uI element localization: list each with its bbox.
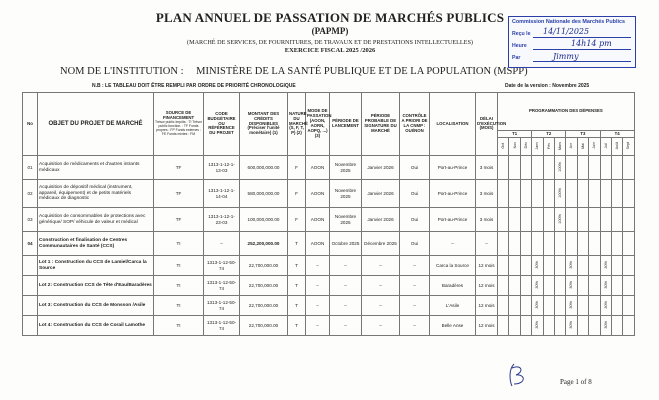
spend-cell: [589, 232, 600, 256]
spend-cell: [600, 208, 611, 232]
spend-value: 30%: [569, 301, 574, 309]
row-source: TF: [154, 180, 204, 208]
col-objet: OBJET DU PROJET DE MARCHÉ: [38, 93, 154, 156]
lot-delai: 12 mois: [476, 256, 498, 276]
spend-cell: [577, 232, 588, 256]
lot-dash: –: [400, 316, 430, 336]
spend-cell: [577, 316, 588, 336]
lot-source: TI: [154, 316, 204, 336]
quarter-t2: T2: [532, 131, 566, 138]
fiscal-year: EXERCICE FISCAL 2025 /2026: [284, 47, 376, 54]
row-nature: T: [288, 232, 306, 256]
spend-cell: [566, 208, 577, 232]
month-header: Juin: [589, 138, 600, 156]
row-lancement: Novembre 2025: [330, 180, 362, 208]
row-signature: Janvier 2026: [362, 180, 400, 208]
row-objet: Acquisition de consommables de protections avec générique/ SOP/ véhicule de valeur et médical: [38, 208, 154, 232]
row-nature: F: [288, 156, 306, 180]
row-objet: Acquisition de dépositif médical (instrument, appareil, équipement) et de petits matériels médicaux de diagnostic: [38, 180, 154, 208]
row-nature: F: [288, 180, 306, 208]
quarter-t4: T4: [600, 131, 634, 138]
col-localisation: LOCALISATION: [430, 93, 476, 156]
month-header: Août: [611, 138, 622, 156]
lot-title: Lot 2: Construction CCS de Tête d'Eau/Baradères: [39, 282, 152, 288]
month-header: Nov: [509, 138, 520, 156]
row-no: 04: [23, 232, 38, 256]
row-delai: 3 mois: [476, 156, 498, 180]
lot-dash: –: [400, 276, 430, 296]
spend-cell: [509, 316, 520, 336]
spend-cell: [589, 296, 600, 316]
row-nature: F: [288, 208, 306, 232]
spend-cell: [543, 156, 554, 180]
spend-cell: [520, 256, 531, 276]
spend-cell: [498, 316, 509, 336]
spend-cell: [623, 156, 634, 180]
spend-cell: [554, 296, 565, 316]
stamp-par-label: Par: [512, 55, 521, 61]
spend-value: 30%: [603, 281, 608, 289]
spend-cell: [554, 256, 565, 276]
spend-cell: [611, 232, 622, 256]
lot-no: [23, 316, 38, 336]
spend-cell: [554, 156, 565, 180]
spend-cell: [498, 156, 509, 180]
row-localisation: Port-au-Prince: [430, 156, 476, 180]
spend-cell: [611, 180, 622, 208]
spend-cell: [623, 256, 634, 276]
stamp-heure-value: 14h14 pm: [571, 39, 612, 48]
spend-cell: [520, 156, 531, 180]
row-source: TI: [154, 232, 204, 256]
spend-cell: [611, 256, 622, 276]
spend-cell: [509, 232, 520, 256]
spend-cell: [532, 296, 543, 316]
lot-dash: –: [306, 316, 330, 336]
institution-name: MINISTÈRE DE LA SANTÉ PUBLIQUE ET DE LA POPULATION (MSPP): [196, 66, 528, 77]
month-header: Avr: [566, 138, 577, 156]
lot-row: [23, 316, 635, 336]
col-montant: MONTANT DES CRÉDITS DISPONIBLES (Préciser l'unité monétaire) (1): [240, 93, 288, 156]
lot-nature: T: [288, 296, 306, 316]
row-code: –: [204, 232, 240, 256]
stamp-recu-label: Reçu le: [512, 31, 531, 37]
col-source-title: SOURCE DE FINANCEMENT: [162, 110, 195, 121]
spend-cell: [600, 296, 611, 316]
institution-line: [60, 66, 538, 77]
row-montant: 580,000,000.00: [240, 180, 288, 208]
row-source: TF: [154, 208, 204, 232]
col-mode: MODE DE PASSATION (AOON, AORN, AOPQ, ...) (3): [306, 93, 330, 156]
col-source: [154, 93, 204, 156]
row-signature: Janvier 2026: [362, 208, 400, 232]
month-header: Fév: [543, 138, 554, 156]
spend-cell: [554, 276, 565, 296]
spend-cell: [566, 156, 577, 180]
row-montant: 252,200,000.00: [240, 232, 288, 256]
row-objet: Acquisition de médicaments et d'autres intrants médicaux: [38, 156, 154, 180]
row-lancement: Novembre 2025: [330, 156, 362, 180]
col-signature: PÉRIODE PROBABLE DE SIGNATURE DU MARCHÉ: [362, 93, 400, 156]
spend-cell: [623, 208, 634, 232]
spend-cell: [611, 296, 622, 316]
spend-cell: [520, 296, 531, 316]
lot-dash: –: [362, 276, 400, 296]
spend-cell: [611, 316, 622, 336]
spend-cell: [498, 276, 509, 296]
lot-dash: –: [330, 256, 362, 276]
spend-cell: [532, 156, 543, 180]
spend-cell: [589, 180, 600, 208]
spend-value: 30%: [603, 261, 608, 269]
spend-cell: [566, 316, 577, 336]
spend-cell: [623, 232, 634, 256]
row-no: 01: [23, 156, 38, 180]
spend-cell: [543, 232, 554, 256]
lot-label: [38, 316, 154, 336]
table-row: [23, 180, 635, 208]
row-delai: 3 mois: [476, 180, 498, 208]
spend-cell: [520, 276, 531, 296]
spend-cell: [543, 256, 554, 276]
spend-cell: [554, 316, 565, 336]
row-lancement: Novembre 2025: [330, 208, 362, 232]
lot-dash: –: [330, 296, 362, 316]
spend-cell: [589, 156, 600, 180]
spend-cell: [600, 232, 611, 256]
row-mode: AOON: [306, 232, 330, 256]
lot-localisation: Carca la Source: [430, 256, 476, 276]
month-header: Juil: [600, 138, 611, 156]
spend-cell: [532, 256, 543, 276]
spend-value: 100%: [557, 188, 562, 198]
row-localisation: Port-au-Prince: [430, 180, 476, 208]
spend-cell: [554, 180, 565, 208]
spend-value: 30%: [603, 301, 608, 309]
spend-cell: [554, 208, 565, 232]
row-mode: AOON: [306, 180, 330, 208]
lot-title: Lot 3: Construction du CCS de Monsson /Asile: [39, 302, 146, 308]
lot-code: 1313-1-12-50-74: [204, 316, 240, 336]
row-delai: 3 mois: [476, 208, 498, 232]
stamp-title: Commission Nationale des Marchés Publics: [512, 19, 625, 25]
spend-cell: [498, 296, 509, 316]
table-row: [23, 232, 635, 256]
lot-dash: –: [306, 276, 330, 296]
lot-localisation: Belle Anse: [430, 316, 476, 336]
month-header: Janv: [532, 138, 543, 156]
col-delai: DÉLAI D'EXÉCUTION (MOIS): [476, 93, 498, 156]
lot-dash: –: [330, 316, 362, 336]
spend-cell: [543, 180, 554, 208]
quarter-t1: T1: [498, 131, 532, 138]
lot-label: [38, 276, 154, 296]
month-header: Déc: [520, 138, 531, 156]
lot-localisation: Baradères: [430, 276, 476, 296]
lot-no: [23, 256, 38, 276]
spend-value: 30%: [535, 321, 540, 329]
spend-value: 30%: [569, 281, 574, 289]
spend-cell: [532, 180, 543, 208]
document-subtitle: (PAPMP): [311, 26, 349, 36]
lot-nature: T: [288, 316, 306, 336]
lot-delai: 12 mois: [476, 276, 498, 296]
row-source: TF: [154, 156, 204, 180]
spend-cell: [520, 180, 531, 208]
lot-source: TI: [154, 276, 204, 296]
spend-cell: [589, 256, 600, 276]
spend-cell: [611, 208, 622, 232]
document-title: PLAN ANNUEL DE PASSATION DE MARCHÉS PUBLICS: [155, 10, 505, 25]
row-signature: Janvier 2026: [362, 156, 400, 180]
lot-code: 1313-1-12-50-74: [204, 296, 240, 316]
spend-value: 100%: [557, 214, 562, 224]
row-delai: –: [476, 232, 498, 256]
lot-dash: –: [306, 256, 330, 276]
row-signature: Décembre 2025: [362, 232, 400, 256]
spend-cell: [520, 208, 531, 232]
spend-cell: [532, 208, 543, 232]
spend-cell: [611, 156, 622, 180]
spend-cell: [623, 180, 634, 208]
table-row: [23, 208, 635, 232]
spend-cell: [543, 208, 554, 232]
spend-value: 30%: [535, 301, 540, 309]
spend-cell: [577, 296, 588, 316]
spend-cell: [623, 316, 634, 336]
spend-cell: [623, 296, 634, 316]
lot-dash: –: [362, 296, 400, 316]
version-date: Date de la version : Novembre 2025: [505, 83, 590, 89]
col-controle: CONTRÔLE A PRIORI DE LA CNMP : OUI/NON: [400, 93, 430, 156]
lot-no: [23, 276, 38, 296]
spend-cell: [498, 256, 509, 276]
lot-nature: T: [288, 256, 306, 276]
lot-row: [23, 296, 635, 316]
spend-value: 30%: [535, 281, 540, 289]
lot-source: TI: [154, 296, 204, 316]
spend-value: 30%: [603, 321, 608, 329]
spend-cell: [543, 276, 554, 296]
lot-row: [23, 256, 635, 276]
spend-cell: [498, 180, 509, 208]
spend-cell: [532, 316, 543, 336]
lot-no: [23, 296, 38, 316]
month-header: Mai: [577, 138, 588, 156]
spend-cell: [543, 296, 554, 316]
spend-cell: [509, 180, 520, 208]
spend-value: 100%: [557, 162, 562, 172]
lot-montant: 22,700,000.00: [240, 276, 288, 296]
spend-cell: [577, 156, 588, 180]
lot-source: TI: [154, 256, 204, 276]
row-localisation: –: [430, 232, 476, 256]
spend-cell: [566, 232, 577, 256]
stamp-par-value: Jimmy: [553, 52, 579, 61]
spend-cell: [623, 276, 634, 296]
spend-cell: [577, 208, 588, 232]
quarter-t3: T3: [566, 131, 600, 138]
stamp-heure-label: Heure: [512, 43, 527, 49]
spend-cell: [566, 276, 577, 296]
spend-cell: [532, 232, 543, 256]
row-code: 1313-1-12-1-23-03: [204, 208, 240, 232]
table-row: [23, 156, 635, 180]
month-header: Mars: [554, 138, 565, 156]
priority-note: N.B : LE TABLEAU DOIT ÊTRE REMPLI PAR ORDRE DE PRIORITÉ CHRONOLOGIQUE: [92, 83, 296, 89]
lot-montant: 22,700,000.00: [240, 296, 288, 316]
lot-delai: 12 mois: [476, 296, 498, 316]
spend-value: 30%: [569, 261, 574, 269]
spend-cell: [543, 316, 554, 336]
spend-cell: [509, 296, 520, 316]
row-no: 03: [23, 208, 38, 232]
month-header: Oct: [498, 138, 509, 156]
spend-cell: [566, 180, 577, 208]
lot-label: [38, 296, 154, 316]
col-programmation: PROGRAMMATION DES DÉPENSES: [498, 93, 635, 131]
spend-cell: [566, 296, 577, 316]
lot-code: 1313-1-12-50-74: [204, 276, 240, 296]
spend-cell: [509, 156, 520, 180]
procurement-table: [22, 92, 635, 336]
lot-dash: –: [306, 296, 330, 316]
row-controle: Oui: [400, 208, 430, 232]
spend-cell: [600, 180, 611, 208]
lot-dash: –: [362, 256, 400, 276]
lot-dash: –: [400, 296, 430, 316]
spend-cell: [520, 316, 531, 336]
signature-scribble: [500, 360, 540, 390]
col-lancement: PÉRIODE DE LANCEMENT: [330, 93, 362, 156]
lot-code: 1313-1-12-50-74: [204, 256, 240, 276]
spend-cell: [509, 256, 520, 276]
spend-cell: [600, 256, 611, 276]
spend-cell: [577, 180, 588, 208]
spend-cell: [566, 256, 577, 276]
row-no: 02: [23, 180, 38, 208]
col-code: CODE BUDGÉTAIRE OU RÉFÉRENCE DU PROJET: [204, 93, 240, 156]
col-source-legend: Trésor public Impôts : TI Trésor public fonction. : TF Fonds propres : FP Fonds externes : FE Fonds mixtes : FM: [155, 120, 202, 136]
spend-value: 30%: [535, 261, 540, 269]
lot-dash: –: [400, 256, 430, 276]
spend-cell: [589, 208, 600, 232]
col-nature: NATURE DU MARCHÉ (S, F, T, P) (2): [288, 93, 306, 156]
lot-label: [38, 256, 154, 276]
spend-cell: [600, 156, 611, 180]
spend-cell: [498, 232, 509, 256]
lot-dash: –: [330, 276, 362, 296]
row-mode: AOON: [306, 208, 330, 232]
lot-delai: 12 mois: [476, 316, 498, 336]
row-montant: 100,000,000.00: [240, 208, 288, 232]
spend-cell: [520, 232, 531, 256]
lot-dash: –: [362, 316, 400, 336]
lot-title: Lot 1 : Construction du CCS de Lamiel/Carca la Source: [39, 259, 147, 271]
row-montant: 600,000,000.00: [240, 156, 288, 180]
spend-cell: [554, 232, 565, 256]
spend-value: 30%: [569, 321, 574, 329]
spend-cell: [589, 316, 600, 336]
row-controle: Oui: [400, 180, 430, 208]
page-number: Page 1 of 8: [560, 378, 592, 386]
spend-cell: [600, 276, 611, 296]
row-objet: Construction et finalisation de Centres Communautaires de Santé (CCS): [38, 232, 154, 256]
reception-stamp: [508, 16, 636, 68]
col-no: No: [23, 93, 38, 156]
spend-cell: [509, 276, 520, 296]
lot-localisation: L'Asile: [430, 296, 476, 316]
spend-cell: [600, 316, 611, 336]
row-controle: Oui: [400, 156, 430, 180]
spend-cell: [589, 276, 600, 296]
month-header: Sept: [623, 138, 634, 156]
spend-cell: [577, 256, 588, 276]
lot-montant: 22,700,000.00: [240, 256, 288, 276]
lot-title: Lot 4: Construction du CCS de Corail Lamothe: [39, 322, 146, 328]
row-code: 1313-1-12-1-14-04: [204, 180, 240, 208]
row-controle: Oui: [400, 232, 430, 256]
lot-montant: 22,700,000.00: [240, 316, 288, 336]
row-code: 1313-1-12-1-13-03: [204, 156, 240, 180]
institution-label: NOM DE L'INSTITUTION :: [60, 66, 184, 77]
lot-nature: T: [288, 276, 306, 296]
spend-cell: [532, 276, 543, 296]
spend-cell: [498, 208, 509, 232]
row-lancement: Octobre 2025: [330, 232, 362, 256]
spend-cell: [509, 208, 520, 232]
spend-cell: [577, 276, 588, 296]
spend-cell: [611, 276, 622, 296]
document-description: (MARCHÉ DE SERVICES, DE FOURNITURES, DE TRAVAUX ET DE PRESTATIONS INTELLECTUELLES): [187, 39, 473, 46]
row-mode: AOON: [306, 156, 330, 180]
lot-row: [23, 276, 635, 296]
stamp-recu-value: 14/11/2025: [543, 27, 590, 36]
row-localisation: Port-au-Prince: [430, 208, 476, 232]
